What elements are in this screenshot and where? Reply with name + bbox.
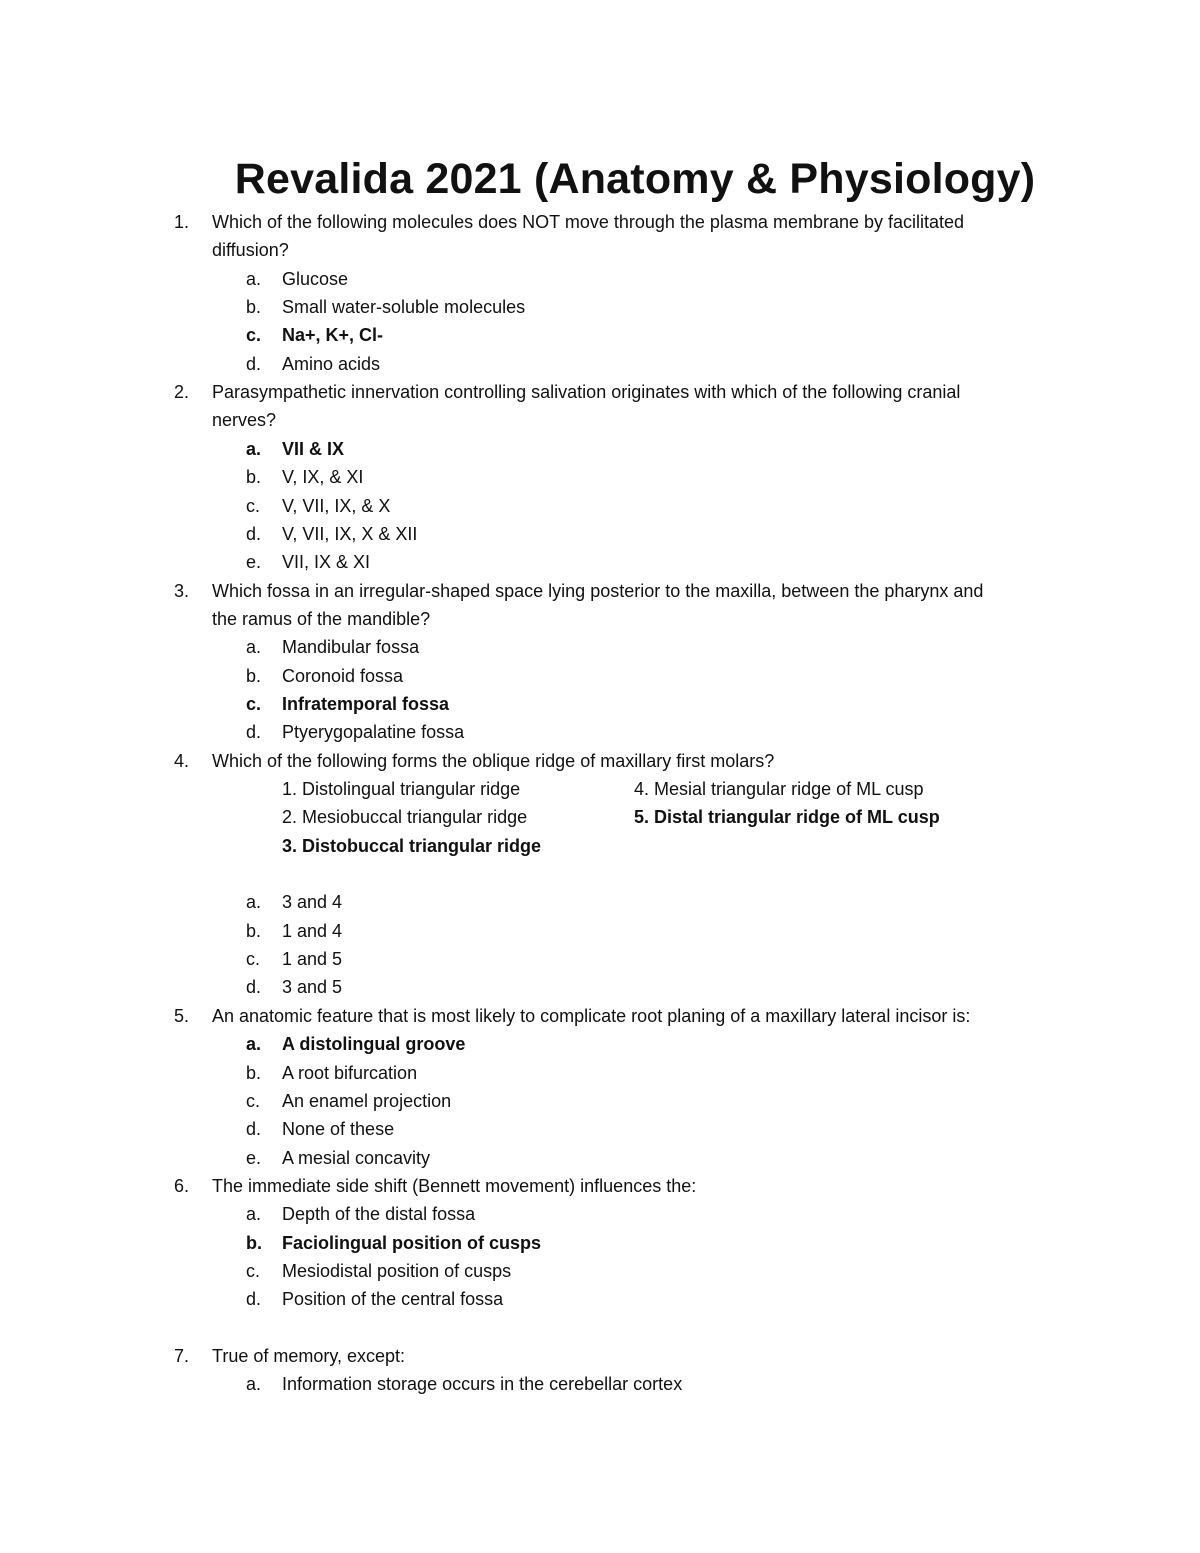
question-text: nerves? <box>212 410 277 431</box>
option-letter: a. <box>246 438 262 459</box>
option-letter: a. <box>246 1204 262 1225</box>
option-text: Faciolingual position of cusps <box>282 1232 542 1253</box>
option-letter: a. <box>246 892 262 913</box>
option-letter: b. <box>246 920 262 941</box>
option-letter: d. <box>246 1119 262 1140</box>
option-text: 3 and 4 <box>282 892 343 913</box>
option-text: VII & IX <box>282 438 345 459</box>
option-letter: c. <box>246 1260 261 1281</box>
option-letter: a. <box>246 1374 262 1395</box>
question-number: 5. <box>174 1005 190 1026</box>
option-letter: b. <box>246 467 262 488</box>
option-text: A distolingual groove <box>282 1034 466 1055</box>
option-text: VII, IX & XI <box>282 552 371 573</box>
choice-item: 4. Mesial triangular ridge of ML cusp <box>634 779 924 799</box>
option-text: A root bifurcation <box>282 1062 418 1083</box>
choice-item: 1. Distolingual triangular ridge <box>282 779 521 799</box>
question-number: 3. <box>174 580 190 601</box>
option-letter: c. <box>246 693 262 714</box>
option-text: A mesial concavity <box>282 1147 431 1168</box>
option-text: Glucose <box>282 268 349 289</box>
question-text: True of memory, except: <box>212 1346 406 1366</box>
option-letter: d. <box>246 977 262 998</box>
option-letter: c. <box>246 949 261 970</box>
option-text: V, IX, & XI <box>282 467 364 488</box>
question-text: diffusion? <box>212 240 289 261</box>
question-number: 4. <box>174 750 190 771</box>
option-text: Ptyerygopalatine fossa <box>282 722 465 743</box>
question-number: 7. <box>174 1346 190 1366</box>
option-letter: e. <box>246 552 262 573</box>
option-text: An enamel projection <box>282 1090 452 1111</box>
option-text: Coronoid fossa <box>282 665 404 686</box>
question-text: Which of the following forms the oblique ridge of maxillary first molars? <box>212 750 775 771</box>
option-letter: a. <box>246 637 262 658</box>
option-letter: b. <box>246 1232 262 1253</box>
question-text: Parasympathetic innervation controlling salivation originates with which of the following cranial <box>212 382 961 403</box>
question-number: 6. <box>174 1175 190 1196</box>
option-letter: d. <box>246 1289 262 1310</box>
option-letter: b. <box>246 665 262 686</box>
choice-item: 5. Distal triangular ridge of ML cusp <box>634 807 940 828</box>
option-text: None of these <box>282 1119 395 1140</box>
option-letter: b. <box>246 297 262 318</box>
question-text: An anatomic feature that is most likely to complicate root planing of a maxillary lateral incisor is: <box>212 1005 971 1026</box>
page-title: Revalida 2021 (Anatomy & Physiology) <box>234 155 1036 203</box>
question-text: Which fossa in an irregular-shaped space lying posterior to the maxilla, between the pharynx and <box>212 580 984 601</box>
option-text: Information storage occurs in the cerebellar cortex <box>282 1374 683 1395</box>
option-letter: e. <box>246 1147 262 1168</box>
option-text: 3 and 5 <box>282 977 343 998</box>
question-number: 1. <box>174 212 190 232</box>
option-text: Position of the central fossa <box>282 1289 504 1310</box>
option-text: Na+, K+, Cl- <box>282 325 384 346</box>
option-text: Infratemporal fossa <box>282 693 450 714</box>
choice-item: 2. Mesiobuccal triangular ridge <box>282 807 528 828</box>
option-letter: c. <box>246 495 261 516</box>
option-text: Depth of the distal fossa <box>282 1204 476 1225</box>
option-letter: b. <box>246 1062 262 1083</box>
option-text: Mesiodistal position of cusps <box>282 1260 512 1281</box>
option-letter: a. <box>246 1034 262 1055</box>
question-text: Which of the following molecules does NOT move through the plasma membrane by facilitated <box>212 212 965 232</box>
option-text: 1 and 4 <box>282 920 343 941</box>
option-letter: d. <box>246 722 262 743</box>
option-letter: d. <box>246 523 262 544</box>
question-text: the ramus of the mandible? <box>212 608 431 629</box>
option-letter: c. <box>246 1090 261 1111</box>
option-text: V, VII, IX, & X <box>282 495 391 516</box>
option-text: Small water-soluble molecules <box>282 297 526 318</box>
option-letter: a. <box>246 268 262 289</box>
option-text: 1 and 5 <box>282 949 343 970</box>
option-text: V, VII, IX, X & XII <box>282 523 418 544</box>
option-text: Mandibular fossa <box>282 637 420 658</box>
question-number: 2. <box>174 382 190 403</box>
option-letter: c. <box>246 325 262 346</box>
option-text: Amino acids <box>282 353 381 374</box>
choice-item: 3. Distobuccal triangular ridge <box>282 835 542 856</box>
question-text: The immediate side shift (Bennett movement) influences the: <box>212 1175 697 1196</box>
option-letter: d. <box>246 353 262 374</box>
